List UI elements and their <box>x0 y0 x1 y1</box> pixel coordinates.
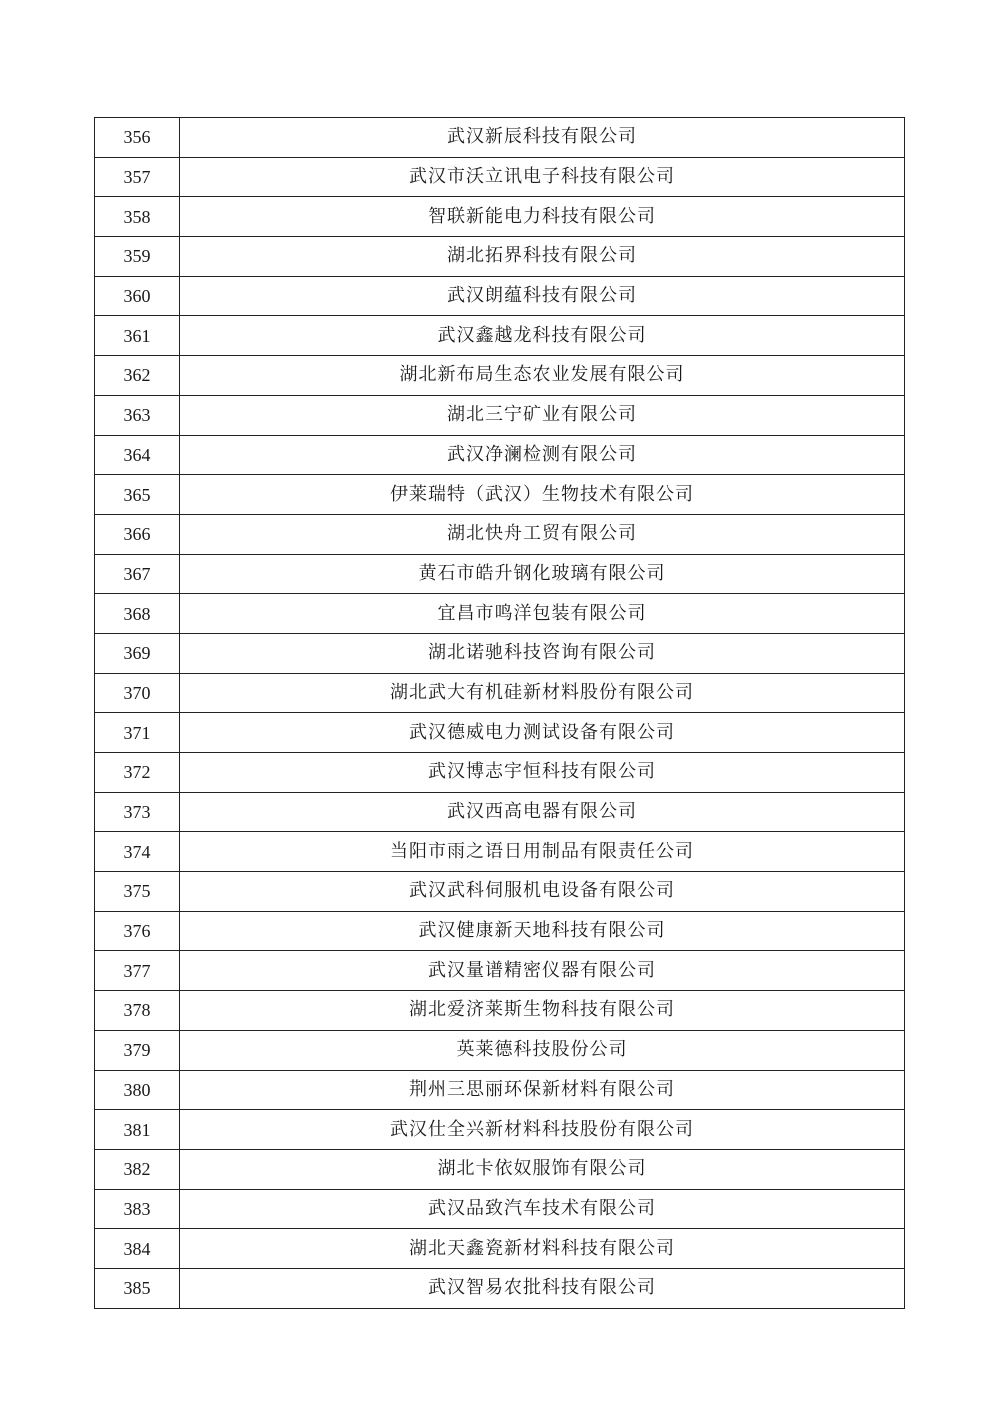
company-name: 湖北拓界科技有限公司 <box>180 237 905 277</box>
row-number: 381 <box>95 1110 180 1150</box>
company-name: 宜昌市鸣洋包装有限公司 <box>180 594 905 634</box>
company-name: 湖北卡依奴服饰有限公司 <box>180 1149 905 1189</box>
row-number: 368 <box>95 594 180 634</box>
company-name: 武汉量谱精密仪器有限公司 <box>180 951 905 991</box>
row-number: 383 <box>95 1189 180 1229</box>
row-number: 358 <box>95 197 180 237</box>
row-number: 385 <box>95 1268 180 1308</box>
table-row <box>95 1030 905 1070</box>
company-name: 武汉品致汽车技术有限公司 <box>180 1189 905 1229</box>
row-number: 363 <box>95 395 180 435</box>
table-row <box>95 1268 905 1308</box>
table-row <box>95 237 905 277</box>
table-row <box>95 951 905 991</box>
table-row <box>95 356 905 396</box>
row-number: 379 <box>95 1030 180 1070</box>
table-row <box>95 276 905 316</box>
row-number: 364 <box>95 435 180 475</box>
company-table <box>94 117 905 1309</box>
table-row <box>95 1110 905 1150</box>
table-row <box>95 594 905 634</box>
table-row <box>95 713 905 753</box>
table-row <box>95 554 905 594</box>
row-number: 378 <box>95 991 180 1031</box>
company-name: 武汉德威电力测试设备有限公司 <box>180 713 905 753</box>
row-number: 362 <box>95 356 180 396</box>
table-row <box>95 633 905 673</box>
row-number: 357 <box>95 157 180 197</box>
company-name: 英莱德科技股份公司 <box>180 1030 905 1070</box>
table-row <box>95 1189 905 1229</box>
row-number: 380 <box>95 1070 180 1110</box>
company-name: 武汉西高电器有限公司 <box>180 792 905 832</box>
table-row <box>95 792 905 832</box>
row-number: 370 <box>95 673 180 713</box>
row-number: 371 <box>95 713 180 753</box>
company-name: 湖北三宁矿业有限公司 <box>180 395 905 435</box>
row-number: 373 <box>95 792 180 832</box>
table-row <box>95 514 905 554</box>
company-name: 湖北武大有机硅新材料股份有限公司 <box>180 673 905 713</box>
company-name: 武汉新辰科技有限公司 <box>180 118 905 158</box>
row-number: 361 <box>95 316 180 356</box>
row-number: 374 <box>95 832 180 872</box>
company-name: 黄石市皓升钢化玻璃有限公司 <box>180 554 905 594</box>
company-name: 湖北诺驰科技咨询有限公司 <box>180 633 905 673</box>
row-number: 369 <box>95 633 180 673</box>
company-name: 当阳市雨之语日用制品有限责任公司 <box>180 832 905 872</box>
company-name: 湖北新布局生态农业发展有限公司 <box>180 356 905 396</box>
company-name: 武汉朗蕴科技有限公司 <box>180 276 905 316</box>
company-name: 武汉武科伺服机电设备有限公司 <box>180 872 905 912</box>
row-number: 359 <box>95 237 180 277</box>
company-name: 智联新能电力科技有限公司 <box>180 197 905 237</box>
row-number: 375 <box>95 872 180 912</box>
company-name: 武汉仕全兴新材料科技股份有限公司 <box>180 1110 905 1150</box>
table-row <box>95 1070 905 1110</box>
table-row <box>95 197 905 237</box>
table-row <box>95 753 905 793</box>
row-number: 356 <box>95 118 180 158</box>
row-number: 377 <box>95 951 180 991</box>
row-number: 366 <box>95 514 180 554</box>
company-name: 武汉净澜检测有限公司 <box>180 435 905 475</box>
row-number: 367 <box>95 554 180 594</box>
company-name: 武汉鑫越龙科技有限公司 <box>180 316 905 356</box>
table-row <box>95 1229 905 1269</box>
company-name: 武汉博志宇恒科技有限公司 <box>180 753 905 793</box>
table-row <box>95 316 905 356</box>
table-row <box>95 911 905 951</box>
company-name: 荆州三思丽环保新材料有限公司 <box>180 1070 905 1110</box>
row-number: 360 <box>95 276 180 316</box>
row-number: 376 <box>95 911 180 951</box>
table-row <box>95 475 905 515</box>
table-row <box>95 395 905 435</box>
company-name: 武汉市沃立讯电子科技有限公司 <box>180 157 905 197</box>
company-name: 武汉健康新天地科技有限公司 <box>180 911 905 951</box>
table-row <box>95 435 905 475</box>
table-row <box>95 118 905 158</box>
row-number: 372 <box>95 753 180 793</box>
table-row <box>95 673 905 713</box>
table-row <box>95 872 905 912</box>
row-number: 382 <box>95 1149 180 1189</box>
table-row <box>95 157 905 197</box>
row-number: 365 <box>95 475 180 515</box>
table-row <box>95 832 905 872</box>
table-row <box>95 1149 905 1189</box>
company-name: 伊莱瑞特（武汉）生物技术有限公司 <box>180 475 905 515</box>
row-number: 384 <box>95 1229 180 1269</box>
company-name: 湖北快舟工贸有限公司 <box>180 514 905 554</box>
company-name: 湖北爱济莱斯生物科技有限公司 <box>180 991 905 1031</box>
company-name: 武汉智易农批科技有限公司 <box>180 1268 905 1308</box>
company-name: 湖北天鑫瓷新材料科技有限公司 <box>180 1229 905 1269</box>
table-row <box>95 991 905 1031</box>
